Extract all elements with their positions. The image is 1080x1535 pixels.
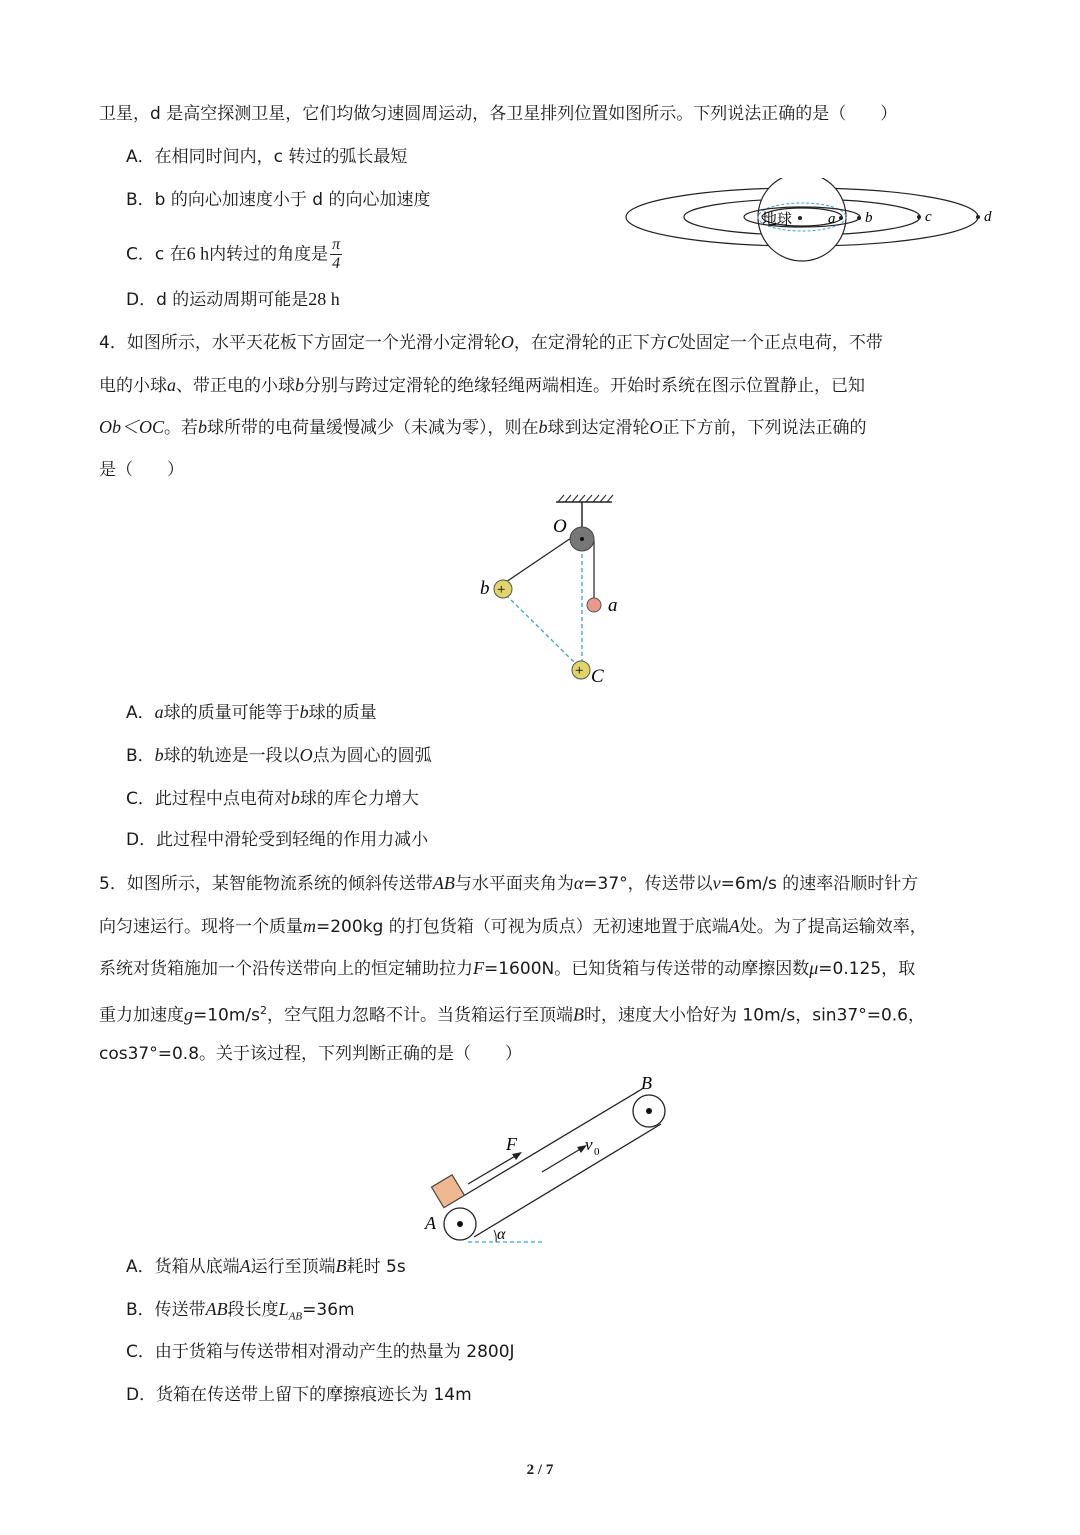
angle-arc xyxy=(494,1230,496,1242)
q3-option-c xyxy=(126,236,342,273)
label-A: A xyxy=(425,1213,436,1233)
satellite-b-dot xyxy=(857,216,861,220)
q5-var-B: B xyxy=(573,1004,585,1025)
q5-text: =200kg 的打包货箱（可视为质点）无初速地置于底端 xyxy=(316,917,729,937)
q5-text: =37°，传送带以 xyxy=(583,874,713,894)
q5-stem-line1 xyxy=(99,871,918,896)
q4-option-d: D．此过程中滑轮受到轻绳的作用力减小 xyxy=(126,830,429,850)
q4-c-text: C．此过程中点电荷对 xyxy=(126,789,291,809)
rope-to-b xyxy=(503,538,571,584)
q4-text: 4．如图所示，水平天花板下方固定一个光滑小定滑轮 xyxy=(99,333,501,353)
q4-var-b: b xyxy=(198,417,208,437)
force-F-arrow xyxy=(468,1155,517,1184)
label-b: b xyxy=(480,578,490,599)
q5-var-F: F xyxy=(473,958,484,978)
fraction-denominator: 4 xyxy=(332,255,341,272)
q4-option-a xyxy=(126,700,377,725)
satellite-a-label: a xyxy=(828,211,836,227)
satellite-d-dot xyxy=(976,215,980,219)
q4-var-b: b xyxy=(290,788,300,808)
q5-a-text: A．货箱从底端 xyxy=(126,1257,240,1277)
q4-var-b: b xyxy=(538,417,548,437)
dashed-bc xyxy=(506,595,576,664)
q5-option-b xyxy=(126,1297,355,1328)
page-number: 2 / 7 xyxy=(526,1462,554,1478)
q5-stem-line4 xyxy=(99,999,925,1028)
q4-var-a: a xyxy=(167,375,176,395)
q5-superscript: 2 xyxy=(260,1004,268,1017)
q4-text: 电的小球 xyxy=(99,376,167,396)
q5-b-text: 段长度 xyxy=(227,1300,279,1320)
q4-text: 正下方前，下列说法正确的 xyxy=(662,418,867,438)
q5-text: 重力加速度 xyxy=(99,1005,184,1026)
q3-c-time: 6 h xyxy=(186,243,210,264)
q4-var-C: C xyxy=(666,332,679,352)
earth-label: 地球 xyxy=(762,212,793,228)
q4-c-text: 球的库仑力增大 xyxy=(299,789,419,809)
label-O: O xyxy=(553,516,567,537)
conveyor-figure xyxy=(420,1072,680,1248)
q3-d-text: D．d 的运动周期可能是 xyxy=(126,290,309,310)
q4-var-b: b xyxy=(295,375,304,395)
q4-inequality: Ob＜OC xyxy=(99,417,165,437)
q4-text: 球所带的电荷量缓慢减少（未减为零），则在 xyxy=(207,418,539,438)
q4-text: 、带正电的小球 xyxy=(176,376,295,396)
q4-b-text: B． xyxy=(126,746,155,766)
q4-stem-line4: 是（ ） xyxy=(99,460,184,480)
q4-option-c xyxy=(126,786,419,811)
q5-var-B: B xyxy=(335,1256,347,1276)
ball-b-plus: + xyxy=(497,582,506,598)
roller-A-axle xyxy=(457,1221,463,1227)
q5-option-d: D．货箱在传送带上留下的摩擦痕迹长为 14m xyxy=(126,1385,472,1405)
q3-c-fraction xyxy=(330,236,342,273)
q5-text: 向匀速运行。现将一个质量 xyxy=(99,917,303,937)
q5-stem-line5: cos37°=0.8。关于该过程，下列判断正确的是（ ） xyxy=(99,1044,523,1064)
q3-c-text-2: 内转过的角度是 xyxy=(209,244,329,265)
q4-var-O: O xyxy=(649,417,663,437)
q5-var-mu: μ xyxy=(809,958,819,978)
q5-text: ，空气阻力忽略不计。当货箱运行至顶端 xyxy=(267,1005,574,1026)
q4-stem-line3 xyxy=(99,415,867,440)
q4-b-text: 点为圆心的圆弧 xyxy=(312,746,432,766)
q5-a-text: 耗时 5s xyxy=(346,1257,406,1277)
q4-stem-line1 xyxy=(99,330,883,355)
q5-var-v: v xyxy=(712,873,721,893)
satellite-c-dot xyxy=(917,215,921,219)
q5-var-AB: AB xyxy=(432,873,455,893)
q5-var-AB: AB xyxy=(205,1299,228,1319)
q5-b-text: =36m xyxy=(302,1300,355,1320)
q4-var-a: a xyxy=(154,702,164,722)
label-F: F xyxy=(506,1134,517,1154)
q5-text: 与水平面夹角为 xyxy=(454,874,574,894)
belt-bottom xyxy=(474,1124,661,1237)
q4-var-b: b xyxy=(154,745,164,765)
q4-var-b: b xyxy=(299,702,309,722)
q5-text: 处。为了提高运输效率， xyxy=(739,917,927,937)
q4-text: 分别与跨过定滑轮的绝缘轻绳两端相连。开始时系统在图示位置静止，已知 xyxy=(304,376,865,396)
satellite-c-label: c xyxy=(925,209,932,225)
roller-B-axle xyxy=(646,1108,652,1114)
q5-var-A: A xyxy=(239,1256,251,1276)
q4-a-text: A． xyxy=(126,703,155,723)
satellite-d-label: d xyxy=(984,209,992,225)
q4-var-O: O xyxy=(500,332,514,352)
q4-var-O: O xyxy=(299,745,313,765)
q3-stem-tail: 卫星，d 是高空探测卫星，它们均做匀速圆周运动，各卫星排列位置如图所示。下列说法正确的是（ ） xyxy=(99,104,898,124)
q4-a-text: 球的质量可能等于 xyxy=(163,703,300,723)
q5-stem-line2 xyxy=(99,914,927,939)
q5-option-c: C．由于货箱与传送带相对滑动产生的热量为 2800J xyxy=(126,1342,515,1362)
q4-a-text: 球的质量 xyxy=(308,703,377,723)
belt-top xyxy=(455,1089,642,1201)
q4-b-text: 球的轨迹是一段以 xyxy=(163,746,300,766)
satellite-a-dot xyxy=(839,216,843,220)
q5-b-text: B．传送带 xyxy=(126,1300,206,1320)
label-alpha: α xyxy=(497,1226,506,1243)
q4-option-b xyxy=(126,743,432,768)
label-a: a xyxy=(608,595,618,616)
q5-var-g: g xyxy=(184,1004,193,1025)
q5-text: 系统对货箱施加一个沿传送带向上的恒定辅助拉力 xyxy=(99,959,473,979)
q5-var-alpha: α xyxy=(573,873,584,893)
q3-option-a: A．在相同时间内，c 转过的弧长最短 xyxy=(126,147,408,167)
q5-var-L: L xyxy=(278,1299,289,1319)
ball-a xyxy=(587,598,601,612)
q3-c-text: C．c 在 xyxy=(126,244,187,265)
q4-stem-line2 xyxy=(99,373,865,398)
q5-stem-line3 xyxy=(99,956,915,981)
q4-text: 处固定一个正点电荷，不带 xyxy=(678,333,883,353)
q5-text: =10m/s xyxy=(193,1005,261,1026)
q5-a-text: 运行至顶端 xyxy=(250,1257,336,1277)
q5-text: 时，速度大小恰好为 10m/s，sin37°=0.6， xyxy=(584,1005,925,1026)
q3-option-b: B．b 的向心加速度小于 d 的向心加速度 xyxy=(126,190,431,210)
ceiling-hatch xyxy=(558,495,613,502)
q5-text: =6m/s 的速率沿顺时针方 xyxy=(720,874,919,894)
charge-C-plus: + xyxy=(575,663,584,679)
satellite-b-label: b xyxy=(865,210,873,226)
q3-option-d xyxy=(126,287,340,312)
label-B: B xyxy=(641,1073,652,1093)
label-v-sub: 0 xyxy=(594,1146,600,1158)
q4-text: 。若 xyxy=(164,418,199,438)
velocity-arrow xyxy=(542,1148,582,1172)
q3-d-period: 28 h xyxy=(308,289,340,309)
fraction-numerator: π xyxy=(332,236,341,253)
q4-text: ，在定滑轮的正下方 xyxy=(513,333,667,353)
q5-text: 5．如图所示，某智能物流系统的倾斜传送带 xyxy=(99,874,433,894)
q5-option-a xyxy=(126,1254,406,1279)
q5-var-A: A xyxy=(728,916,740,936)
q5-text: =1600N。已知货箱与传送带的动摩擦因数 xyxy=(484,959,810,979)
satellite-orbit-figure xyxy=(625,178,1005,270)
q5-var-m: m xyxy=(303,916,316,936)
q5-text: =0.125，取 xyxy=(818,959,916,979)
q5-subscript: AB xyxy=(288,1310,303,1323)
label-C: C xyxy=(591,666,604,687)
cargo-box xyxy=(431,1175,464,1208)
pulley-axle xyxy=(580,537,584,541)
label-v: v xyxy=(585,1135,593,1154)
pulley-figure xyxy=(470,492,630,690)
earth-center-dot xyxy=(798,216,802,220)
q4-text: 球到达定滑轮 xyxy=(547,418,650,438)
